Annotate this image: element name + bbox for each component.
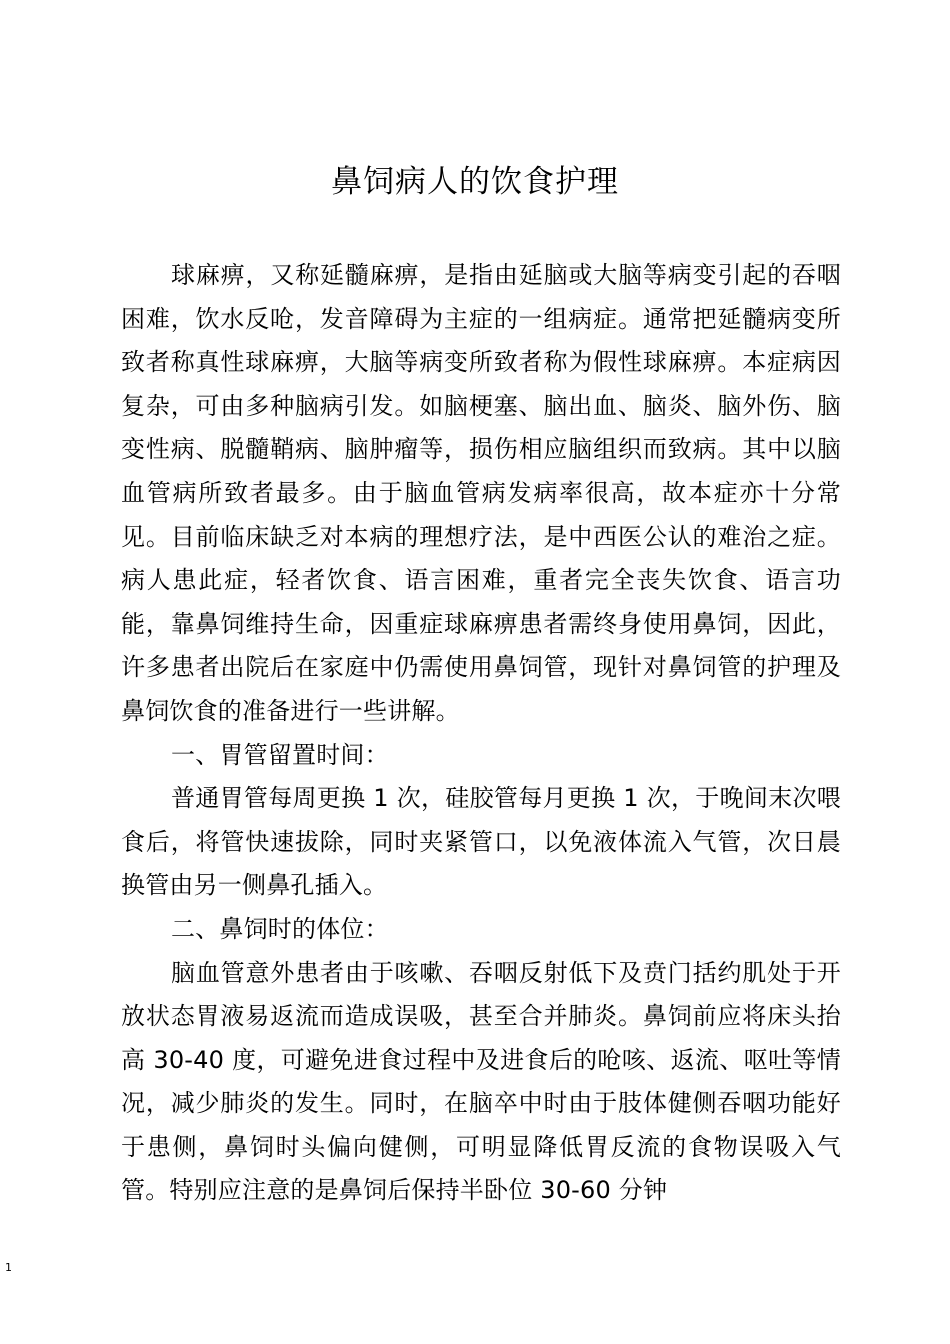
paragraph-intro: 球麻痹，又称延髓麻痹，是指由延脑或大脑等病变引起的吞咽困难，饮水反呛，发音障碍为主症的一组病症。通常把延髓病变所致者称真性球麻痹，大脑等病变所致者称为假性球麻痹。本症病因复杂，可由多种脑病引发。如脑梗塞、脑出血、脑炎、脑外伤、脑变性病、脱髓鞘病、脑肿瘤等，损伤相应脑组织而致病。其中以脑血管病所致者最多。由于脑血管病发病率很高，故本症亦十分常见。目前临床缺乏对本病的理想疗法，是中西医公认的难治之症。病人患此症，轻者饮食、语言困难，重者完全丧失饮食、语言功能，靠鼻饲维持生命，因重症球麻痹患者需终身使用鼻饲，因此，许多患者出院后在家庭中仍需使用鼻饲管，现针对鼻饲管的护理及鼻饲饮食的准备进行一些讲解。 [121, 261, 841, 725]
body-text [121, 254, 841, 1213]
paragraph-tube-duration: 普通胃管每周更换 1 次，硅胶管每月更换 1 次，于晚间末次喂食后，将管快速拔除，同时夹紧管口，以免液体流入气管，次日晨换管由另一侧鼻孔插入。 [121, 784, 841, 900]
heading-tube-duration: 一、胃管留置时间： [171, 740, 389, 769]
page-number: 1 [5, 1261, 12, 1274]
page-title: 鼻饲病人的饮食护理 [331, 164, 619, 200]
heading-feeding-position: 二、鼻饲时的体位： [171, 914, 389, 943]
paragraph-feeding-position: 脑血管意外患者由于咳嗽、吞咽反射低下及贲门括约肌处于开放状态胃液易返流而造成误吸，甚至合并肺炎。鼻饲前应将床头抬高 30-40 度，可避免进食过程中及进食后的呛咳、返流、呕吐等情况，减少肺炎的发生。同时，在脑卒中时由于肢体健侧吞咽功能好于患侧，鼻饲时头偏向健侧，可明显降低胃反流的食物误吸入气管。特别应注意的是鼻饲后保持半卧位 30-60 分钟 [121, 958, 841, 1205]
